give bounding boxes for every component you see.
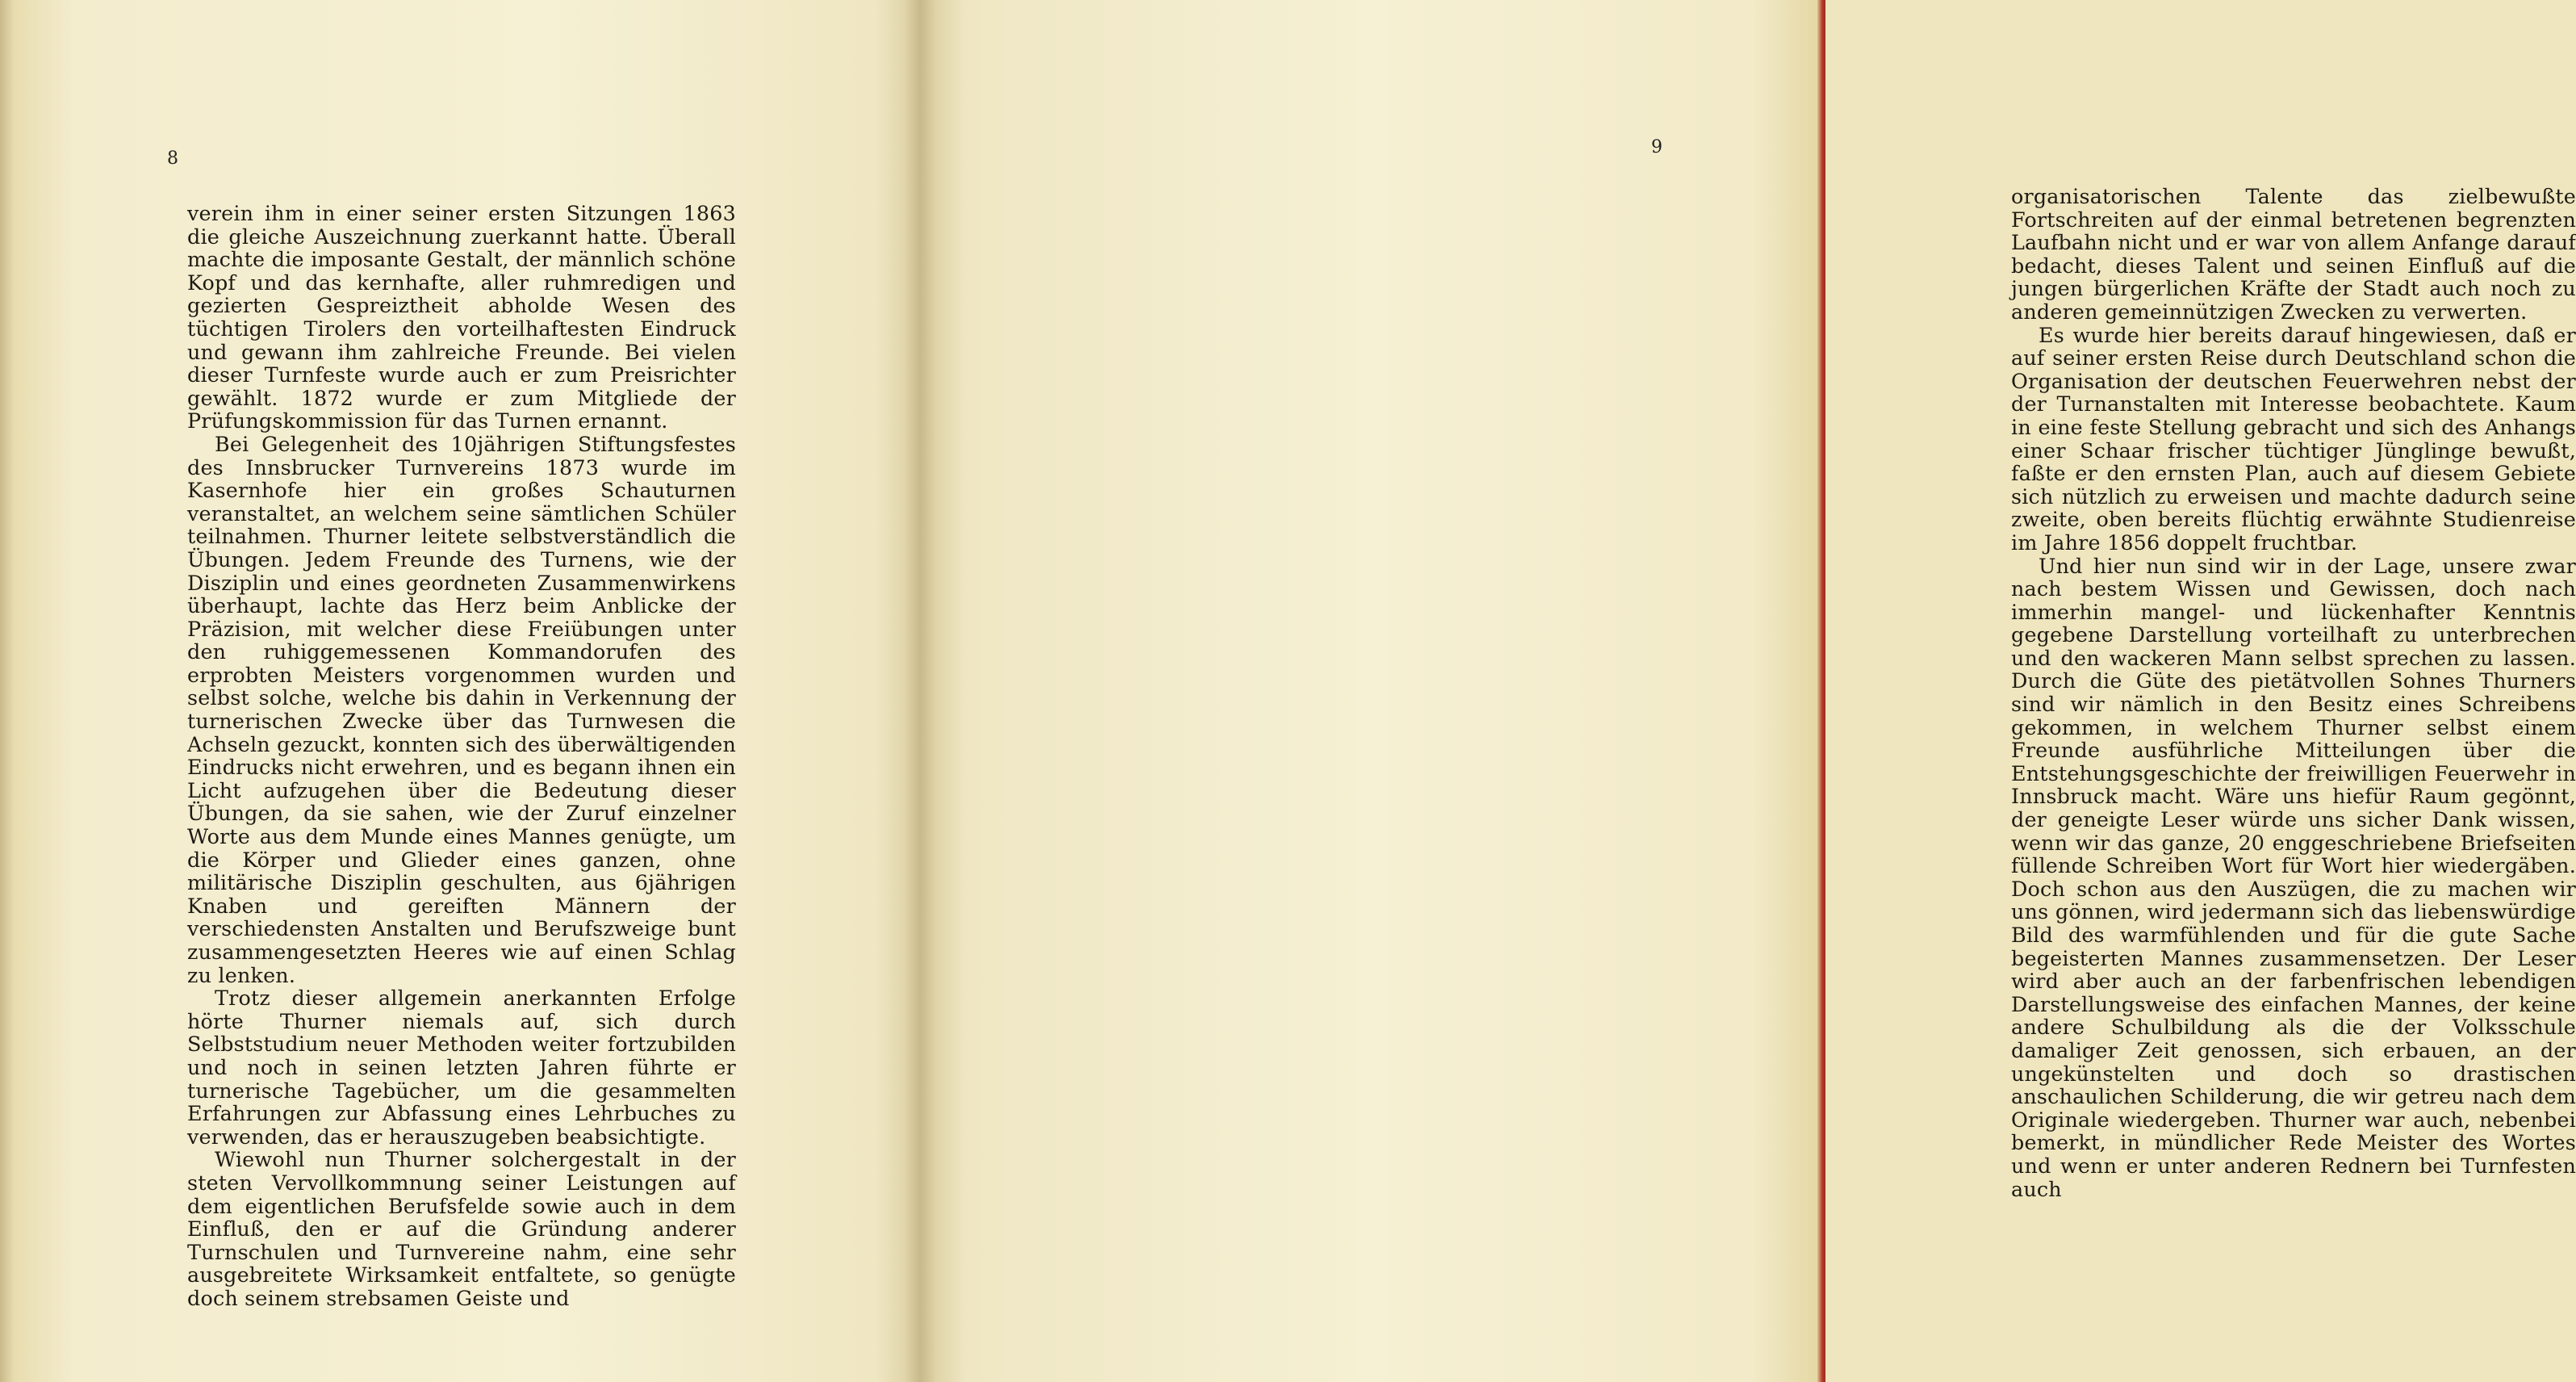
left-page-text	[187, 202, 736, 1310]
paragraph: Und hier nun sind wir in der Lage, unsere zwar nach bestem Wissen und Gewissen, doch nach immerhin mangel- und lückenhafter Kenntnis gegebene Darstellung vorteilhaft zu unterbrechen und den wackeren Mann selbst sprechen zu lassen. Durch die Güte des pietätvollen Sohnes Thurners sind wir nämlich in den Besitz eines Schreibens gekommen, in welchem Thurner selbst einem Freunde ausführliche Mitteilungen über die Entstehungsgeschichte der freiwilligen Feuerwehr in Innsbruck macht. Wäre uns hiefür Raum gegönnt, der geneigte Leser würde uns sicher Dank wissen, wenn wir das ganze, 20 enggeschriebene Briefseiten füllende Schreiben Wort für Wort hier wiedergäben. Doch schon aus den Auszügen, die zu machen wir uns gönnen, wird jedermann sich das liebenswürdige Bild des warmfühlenden und für die gute Sache begeisterten Mannes zusammensetzen. Der Leser wird aber auch an der farbenfrischen lebendigen Darstellungsweise des einfachen Mannes, der keine andere Schulbildung als die der Volksschule damaliger Zeit genossen, sich erbauen, an der ungekünstelten und doch so drastischen anschaulichen Schilderung, die wir getreu nach dem Originale wiedergeben. Thurner war auch, nebenbei bemerkt, in mündlicher Rede Meister des Wortes und wenn er unter anderen Rednern bei Turnfesten auch	[2011, 553, 2576, 1201]
paragraph: Wiewohl nun Thurner solchergestalt in der steten Vervollkommnung seiner Leistungen auf dem eigentlichen Berufsfelde sowie auch in dem Einfluß, den er auf die Gründung anderer Turnschulen und Turnvereine nahm, eine sehr ausgebreitete Wirksamkeit entfaltete, so genügte doch seinem strebsamen Geiste und	[187, 1147, 736, 1310]
page-number-left: 8	[167, 149, 178, 169]
right-page	[913, 0, 2576, 1382]
paragraph: Bei Gelegenheit des 10jährigen Stiftungsfestes des Innsbrucker Turnvereins 1873 wurde im Kasernhofe hier ein großes Schauturnen veranstaltet, an welchem seine sämtlichen Schüler teilnahmen. Thurner leitete selbstverständlich die Übungen. Jedem Freunde des Turnens, wie der Disziplin und eines geordneten Zusammenwirkens überhaupt, lachte das Herz beim Anblicke der Präzision, mit welcher diese Freiübungen unter den ruhiggemessenen Kommandorufen des erprobten Meisters vorgenommen wurden und selbst solche, welche bis dahin in Verkennung der turnerischen Zwecke über das Turnwesen die Achseln gezuckt, konnten sich des überwältigenden Eindrucks nicht erwehren, und es begann ihnen ein Licht aufzugehen über die Bedeutung dieser Übungen, da sie sahen, wie der Zuruf einzelner Worte aus dem Munde eines Mannes genügte, um die Körper und Glieder eines ganzen, ohne militärische Disziplin geschulten, aus 6jährigen Knaben und gereiften Männern der verschiedensten Anstalten und Berufszweige bunt zusammengesetzten Heeres wie auf einen Schlag zu lenken.	[187, 431, 736, 987]
paragraph: verein ihm in einer seiner ersten Sitzungen 1863 die gleiche Auszeichnung zuerkannt hatte. Überall machte die imposante Gestalt, der männlich schöne Kopf und das kernhafte, aller ruhmredigen und gezierten Gespreiztheit abholde Wesen des tüchtigen Tirolers den vorteilhaftesten Eindruck und gewann ihm zahlreiche Freunde. Bei vielen dieser Turnfeste wurde auch er zum Preisrichter gewählt. 1872 wurde er zum Mitgliede der Prüfungskommission für das Turnen ernannt.	[187, 201, 736, 433]
page-number-right: 9	[1651, 137, 1662, 157]
paragraph: Es wurde hier bereits darauf hingewiesen, daß er auf seiner ersten Reise durch Deutschland schon die Organisation der deutschen Feuerwehren nebst der der Turnanstalten mit Interesse beobachtete. Kaum in eine feste Stellung gebracht und sich des Anhangs einer Schaar frischer tüchtiger Jünglinge bewußt, faßte er den ernsten Plan, auch auf diesem Gebiete sich nützlich zu erweisen und machte dadurch seine zweite, oben bereits flüchtig erwähnte Studienreise im Jahre 1856 doppelt fruchtbar.	[2011, 322, 2576, 555]
paragraph: organisatorischen Talente das zielbewußte Fortschreiten auf der einmal betretenen begrenzten Laufbahn nicht und er war von allem Anfange darauf bedacht, dieses Talent und seinen Einfluß auf die jungen bürgerlichen Kräfte der Stadt auch noch zu anderen gemeinnützigen Zwecken zu verwerten.	[2011, 184, 2576, 324]
left-page	[0, 0, 913, 1382]
paragraph: Trotz dieser allgemein anerkannten Erfolge hörte Thurner niemals auf, sich durch Selbststudium neuer Methoden weiter fortzubilden und noch in seinen letzten Jahren führte er turnerische Tagebücher, um die gesammelten Erfahrungen zur Abfassung eines Lehrbuches zu verwenden, das er herauszugeben beabsichtigte.	[187, 986, 736, 1149]
right-page-text	[2011, 185, 2576, 1200]
